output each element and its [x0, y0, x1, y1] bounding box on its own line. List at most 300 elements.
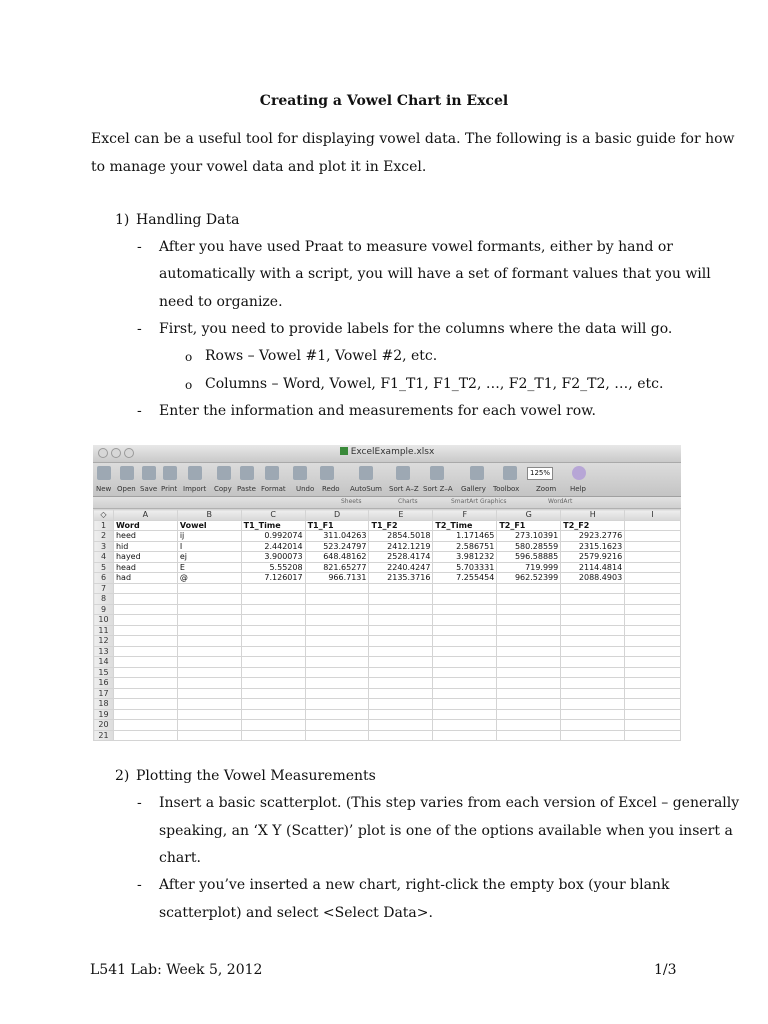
cell[interactable]	[433, 604, 497, 615]
cell[interactable]	[241, 678, 305, 689]
cell[interactable]	[625, 709, 681, 720]
cell[interactable]	[305, 646, 369, 657]
cell[interactable]: T2_F2	[561, 520, 625, 531]
cell[interactable]	[561, 667, 625, 678]
table-row	[94, 636, 681, 647]
cell[interactable]: T1_Time	[241, 520, 305, 531]
cell[interactable]: 2579.9216	[561, 552, 625, 563]
toolbar-label-new: New	[96, 485, 112, 493]
cell[interactable]	[241, 625, 305, 636]
section-1-item-1-line-3: need to organize.	[159, 294, 283, 310]
toolbar-label-autosum: AutoSum	[350, 485, 382, 493]
paste-icon[interactable]	[240, 466, 254, 480]
cell[interactable]: heed	[113, 531, 177, 542]
cell[interactable]	[625, 625, 681, 636]
cell[interactable]	[625, 667, 681, 678]
cell[interactable]	[369, 646, 433, 657]
cell[interactable]: 2412.1219	[369, 541, 433, 552]
cell[interactable]	[497, 646, 561, 657]
table-row	[94, 604, 681, 615]
cell[interactable]	[113, 657, 177, 668]
cell[interactable]: T2_F1	[497, 520, 561, 531]
cell[interactable]	[561, 636, 625, 647]
cell[interactable]	[369, 594, 433, 605]
cell[interactable]: 2315.1623	[561, 541, 625, 552]
new-icon[interactable]	[97, 466, 111, 480]
column-header-b[interactable]: B	[177, 510, 241, 521]
row-header[interactable]: 12	[94, 636, 114, 647]
cell[interactable]: T2_Time	[433, 520, 497, 531]
cell[interactable]	[305, 730, 369, 741]
page-title: Creating a Vowel Chart in Excel	[259, 93, 509, 109]
cell[interactable]	[113, 667, 177, 678]
cell[interactable]	[241, 720, 305, 731]
table-row	[94, 657, 681, 668]
cell[interactable]	[113, 646, 177, 657]
cell[interactable]	[625, 573, 681, 584]
cell[interactable]	[113, 615, 177, 626]
cell[interactable]: 311.04263	[305, 531, 369, 542]
cell[interactable]	[497, 667, 561, 678]
cell[interactable]	[561, 583, 625, 594]
cell[interactable]: T1_F1	[305, 520, 369, 531]
print-icon[interactable]	[163, 466, 177, 480]
cell[interactable]: 2528.4174	[369, 552, 433, 563]
open-icon[interactable]	[120, 466, 134, 480]
sort-z-a-icon[interactable]	[430, 466, 444, 480]
cell[interactable]	[561, 730, 625, 741]
column-header-i[interactable]: I	[625, 510, 681, 521]
toolbar-label-save: Save	[140, 485, 158, 493]
table-row	[94, 699, 681, 710]
cell[interactable]: E	[177, 562, 241, 573]
cell[interactable]	[561, 678, 625, 689]
table-row	[94, 678, 681, 689]
toolbar-label-undo: Undo	[296, 485, 315, 493]
table-row	[94, 720, 681, 731]
row-header[interactable]: 5	[94, 562, 114, 573]
select-all-corner[interactable]: ◇	[94, 510, 114, 521]
cell[interactable]: 966.7131	[305, 573, 369, 584]
sort-a-z-icon[interactable]	[396, 466, 410, 480]
cell[interactable]	[497, 688, 561, 699]
cell[interactable]	[177, 604, 241, 615]
cell[interactable]	[497, 720, 561, 731]
row-header[interactable]: 11	[94, 625, 114, 636]
cell[interactable]: 2.586751	[433, 541, 497, 552]
cell[interactable]: 5.703331	[433, 562, 497, 573]
cell[interactable]: had	[113, 573, 177, 584]
cell[interactable]	[561, 699, 625, 710]
cell[interactable]	[433, 730, 497, 741]
cell[interactable]	[113, 688, 177, 699]
cell[interactable]	[369, 730, 433, 741]
toolbar-label-toolbox: Toolbox	[493, 485, 520, 493]
column-header-e[interactable]: E	[369, 510, 433, 521]
cell[interactable]	[305, 604, 369, 615]
cell[interactable]	[433, 678, 497, 689]
cell[interactable]	[433, 720, 497, 731]
cell[interactable]: 962.52399	[497, 573, 561, 584]
cell[interactable]	[305, 594, 369, 605]
cell[interactable]	[369, 678, 433, 689]
cell[interactable]	[241, 583, 305, 594]
cell[interactable]: 596.58885	[497, 552, 561, 563]
section-1-item-3: Enter the information and measurements for each vowel row.	[159, 403, 596, 419]
cell[interactable]	[625, 531, 681, 542]
table-row	[94, 583, 681, 594]
cell[interactable]: 7.126017	[241, 573, 305, 584]
cell[interactable]: 273.10391	[497, 531, 561, 542]
cell[interactable]	[241, 646, 305, 657]
cell[interactable]: 523.24797	[305, 541, 369, 552]
cell[interactable]: 0.992074	[241, 531, 305, 542]
row-header[interactable]: 13	[94, 646, 114, 657]
ribbon-tab-wordart[interactable]: WordArt	[548, 498, 573, 505]
elements-ribbon	[93, 497, 681, 509]
cell[interactable]	[433, 615, 497, 626]
column-header-d[interactable]: D	[305, 510, 369, 521]
cell[interactable]	[305, 667, 369, 678]
cell[interactable]	[433, 699, 497, 710]
intro-line-2: to manage your vowel data and plot it in Excel.	[91, 159, 427, 175]
row-header[interactable]: 19	[94, 709, 114, 720]
row-header[interactable]: 4	[94, 552, 114, 563]
toolbar-label-help: Help	[570, 485, 586, 493]
cell[interactable]	[305, 636, 369, 647]
cell[interactable]	[241, 699, 305, 710]
cell[interactable]: 580.28559	[497, 541, 561, 552]
cell[interactable]	[113, 583, 177, 594]
table-row	[94, 615, 681, 626]
section-2-item-1-line-2: speaking, an ‘X Y (Scatter)’ plot is one of the options available when you insert a	[159, 823, 733, 839]
cell[interactable]	[497, 657, 561, 668]
cell[interactable]	[625, 720, 681, 731]
cell[interactable]	[177, 657, 241, 668]
cell[interactable]	[177, 646, 241, 657]
row-header[interactable]: 2	[94, 531, 114, 542]
cell[interactable]	[433, 667, 497, 678]
import-icon[interactable]	[188, 466, 202, 480]
cell[interactable]: 1.171465	[433, 531, 497, 542]
dash-marker: -	[137, 877, 142, 893]
cell[interactable]	[305, 688, 369, 699]
cell[interactable]	[625, 678, 681, 689]
cell[interactable]	[369, 583, 433, 594]
cell[interactable]	[497, 594, 561, 605]
row-header[interactable]: 9	[94, 604, 114, 615]
cell[interactable]	[241, 604, 305, 615]
cell[interactable]	[369, 667, 433, 678]
cell[interactable]	[497, 583, 561, 594]
row-header[interactable]: 21	[94, 730, 114, 741]
section-1-heading: Handling Data	[136, 212, 240, 228]
cell[interactable]	[305, 709, 369, 720]
cell[interactable]: 2923.2776	[561, 531, 625, 542]
cell[interactable]	[369, 625, 433, 636]
cell[interactable]	[113, 678, 177, 689]
cell[interactable]	[561, 604, 625, 615]
cell[interactable]: hid	[113, 541, 177, 552]
cell[interactable]: 2240.4247	[369, 562, 433, 573]
cell[interactable]: 2854.5018	[369, 531, 433, 542]
cell[interactable]	[305, 583, 369, 594]
autosum-icon[interactable]	[359, 466, 373, 480]
cell[interactable]	[497, 730, 561, 741]
cell[interactable]	[177, 594, 241, 605]
cell[interactable]: 648.48162	[305, 552, 369, 563]
cell[interactable]	[625, 604, 681, 615]
cell[interactable]	[561, 720, 625, 731]
cell[interactable]	[177, 699, 241, 710]
toolbar-label-print: Print	[161, 485, 178, 493]
cell[interactable]	[369, 709, 433, 720]
cell[interactable]	[305, 678, 369, 689]
cell[interactable]	[177, 720, 241, 731]
bullet-marker: o	[185, 378, 193, 392]
cell[interactable]	[433, 636, 497, 647]
cell[interactable]	[497, 678, 561, 689]
cell[interactable]	[625, 562, 681, 573]
cell[interactable]	[113, 636, 177, 647]
cell[interactable]	[625, 699, 681, 710]
cell[interactable]	[497, 636, 561, 647]
ribbon-tab-smartart[interactable]: SmartArt Graphics	[451, 498, 507, 505]
cell[interactable]	[305, 720, 369, 731]
toolbar-label-format: Format	[261, 485, 286, 493]
cell[interactable]	[561, 709, 625, 720]
cell[interactable]	[369, 688, 433, 699]
undo-icon[interactable]	[293, 466, 307, 480]
cell[interactable]	[177, 615, 241, 626]
cell[interactable]	[113, 730, 177, 741]
section-2-item-1-line-1: Insert a basic scatterplot. (This step varies from each version of Excel – generally	[159, 795, 740, 811]
cell[interactable]	[113, 720, 177, 731]
table-row	[94, 646, 681, 657]
redo-icon[interactable]	[320, 466, 334, 480]
section-1-item-1-line-2: automatically with a script, you will have a set of formant values that you will	[159, 266, 711, 282]
cell[interactable]	[241, 657, 305, 668]
row-header[interactable]: 7	[94, 583, 114, 594]
toolbar-label-gallery: Gallery	[461, 485, 486, 493]
cell[interactable]: Vowel	[177, 520, 241, 531]
intro-line-1: Excel can be a useful tool for displaying vowel data. The following is a basic guide for how	[91, 131, 735, 147]
cell[interactable]	[561, 688, 625, 699]
section-1-sub-1: Rows – Vowel #1, Vowel #2, etc.	[205, 348, 438, 364]
cell[interactable]	[305, 615, 369, 626]
cell[interactable]: 2114.4814	[561, 562, 625, 573]
bullet-marker: o	[185, 350, 193, 364]
row-header[interactable]: 8	[94, 594, 114, 605]
cell[interactable]	[369, 615, 433, 626]
cell[interactable]	[497, 604, 561, 615]
cell[interactable]	[561, 657, 625, 668]
section-1-sub-2: Columns – Word, Vowel, F1_T1, F1_T2, …, F2_T1, F2_T2, …, etc.	[205, 376, 664, 392]
cell[interactable]	[305, 657, 369, 668]
column-header-f[interactable]: F	[433, 510, 497, 521]
section-2-item-1-line-3: chart.	[159, 850, 201, 866]
table-row	[94, 730, 681, 741]
cell[interactable]	[241, 688, 305, 699]
table-row	[94, 594, 681, 605]
cell[interactable]	[241, 709, 305, 720]
table-row	[94, 625, 681, 636]
toolbox-icon[interactable]	[503, 466, 517, 480]
cell[interactable]	[177, 667, 241, 678]
cell[interactable]	[497, 709, 561, 720]
row-header[interactable]: 15	[94, 667, 114, 678]
cell[interactable]	[241, 636, 305, 647]
footer-page-number: 1/3	[654, 962, 677, 978]
spreadsheet-grid	[93, 509, 681, 741]
cell[interactable]	[433, 594, 497, 605]
cell[interactable]	[369, 720, 433, 731]
table-row	[94, 667, 681, 678]
cell[interactable]	[177, 730, 241, 741]
cell[interactable]	[625, 583, 681, 594]
cell[interactable]: 719.999	[497, 562, 561, 573]
standard-toolbar	[93, 463, 681, 497]
column-header-h[interactable]: H	[561, 510, 625, 521]
table-row	[94, 709, 681, 720]
toolbar-label-sort-a-z: Sort A–Z	[389, 485, 419, 493]
cell[interactable]	[241, 615, 305, 626]
cell[interactable]: 2135.3716	[369, 573, 433, 584]
help-icon[interactable]	[572, 466, 586, 480]
save-icon[interactable]	[142, 466, 156, 480]
column-header-a[interactable]: A	[113, 510, 177, 521]
cell[interactable]	[113, 625, 177, 636]
cell[interactable]	[113, 709, 177, 720]
section-2-number: 2)	[115, 768, 130, 784]
cell[interactable]: 2.442014	[241, 541, 305, 552]
cell[interactable]	[497, 699, 561, 710]
cell[interactable]	[625, 646, 681, 657]
table-row	[94, 541, 681, 552]
cell[interactable]	[113, 699, 177, 710]
gallery-icon[interactable]	[470, 466, 484, 480]
cell[interactable]: ij	[177, 531, 241, 542]
cell[interactable]: 7.255454	[433, 573, 497, 584]
row-header[interactable]: 16	[94, 678, 114, 689]
cell[interactable]: 5.55208	[241, 562, 305, 573]
cell[interactable]	[177, 709, 241, 720]
cell[interactable]: 2088.4903	[561, 573, 625, 584]
cell[interactable]	[433, 646, 497, 657]
cell[interactable]: 821.65277	[305, 562, 369, 573]
cell[interactable]: I	[177, 541, 241, 552]
cell[interactable]	[561, 594, 625, 605]
cell[interactable]	[113, 604, 177, 615]
window-title: ExcelExample.xlsx	[350, 447, 435, 457]
cell[interactable]	[177, 625, 241, 636]
cell[interactable]: @	[177, 573, 241, 584]
row-header[interactable]: 20	[94, 720, 114, 731]
cell[interactable]	[369, 657, 433, 668]
row-header[interactable]: 1	[94, 520, 114, 531]
cell[interactable]	[305, 699, 369, 710]
column-header-row	[94, 510, 681, 521]
cell[interactable]	[177, 688, 241, 699]
table-row	[94, 573, 681, 584]
row-header[interactable]: 14	[94, 657, 114, 668]
cell[interactable]	[177, 583, 241, 594]
cell[interactable]	[561, 615, 625, 626]
format-icon[interactable]	[265, 466, 279, 480]
cell[interactable]	[241, 730, 305, 741]
cell[interactable]	[625, 636, 681, 647]
cell[interactable]	[433, 625, 497, 636]
section-2-item-2-line-2: scatterplot) and select <Select Data>.	[159, 905, 433, 921]
cell[interactable]	[433, 709, 497, 720]
cell[interactable]	[433, 688, 497, 699]
dash-marker: -	[137, 239, 142, 255]
ribbon-tab-charts[interactable]: Charts	[398, 498, 418, 505]
row-header[interactable]: 3	[94, 541, 114, 552]
cell[interactable]	[625, 552, 681, 563]
cell[interactable]	[113, 594, 177, 605]
cell[interactable]	[241, 667, 305, 678]
cell[interactable]	[561, 625, 625, 636]
cell[interactable]	[625, 730, 681, 741]
cell[interactable]	[369, 699, 433, 710]
copy-icon[interactable]	[217, 466, 231, 480]
row-header[interactable]: 18	[94, 699, 114, 710]
row-header[interactable]: 6	[94, 573, 114, 584]
section-1-item-1-line-1: After you have used Praat to measure vowel formants, either by hand or	[159, 239, 673, 255]
cell[interactable]	[177, 636, 241, 647]
cell[interactable]: Word	[113, 520, 177, 531]
column-header-c[interactable]: C	[241, 510, 305, 521]
cell[interactable]	[561, 646, 625, 657]
cell[interactable]	[305, 625, 369, 636]
cell[interactable]	[625, 615, 681, 626]
cell[interactable]	[625, 657, 681, 668]
cell[interactable]	[625, 688, 681, 699]
cell[interactable]: 3.981232	[433, 552, 497, 563]
zoom-field[interactable]: 125%	[527, 467, 553, 480]
cell[interactable]	[241, 594, 305, 605]
table-row	[94, 688, 681, 699]
cell[interactable]	[625, 520, 681, 531]
toolbar-label-copy: Copy	[214, 485, 232, 493]
ribbon-tab-sheets[interactable]: Sheets	[341, 498, 362, 505]
toolbar-label-zoom: Zoom	[536, 485, 557, 493]
toolbar-label-import: Import	[183, 485, 207, 493]
table-row	[94, 531, 681, 542]
cell[interactable]: 3.900073	[241, 552, 305, 563]
cell[interactable]	[497, 615, 561, 626]
row-header[interactable]: 10	[94, 615, 114, 626]
cell[interactable]	[433, 583, 497, 594]
section-2-heading: Plotting the Vowel Measurements	[136, 768, 376, 784]
cell[interactable]	[433, 657, 497, 668]
cell[interactable]	[369, 604, 433, 615]
window-titlebar	[93, 445, 681, 463]
cell[interactable]	[497, 625, 561, 636]
cell[interactable]: ej	[177, 552, 241, 563]
cell[interactable]	[177, 678, 241, 689]
cell[interactable]	[625, 541, 681, 552]
cell[interactable]: head	[113, 562, 177, 573]
excel-file-icon	[340, 447, 348, 455]
column-header-g[interactable]: G	[497, 510, 561, 521]
cell[interactable]	[625, 594, 681, 605]
cell[interactable]	[369, 636, 433, 647]
cell[interactable]: T1_F2	[369, 520, 433, 531]
row-header[interactable]: 17	[94, 688, 114, 699]
cell[interactable]: hayed	[113, 552, 177, 563]
